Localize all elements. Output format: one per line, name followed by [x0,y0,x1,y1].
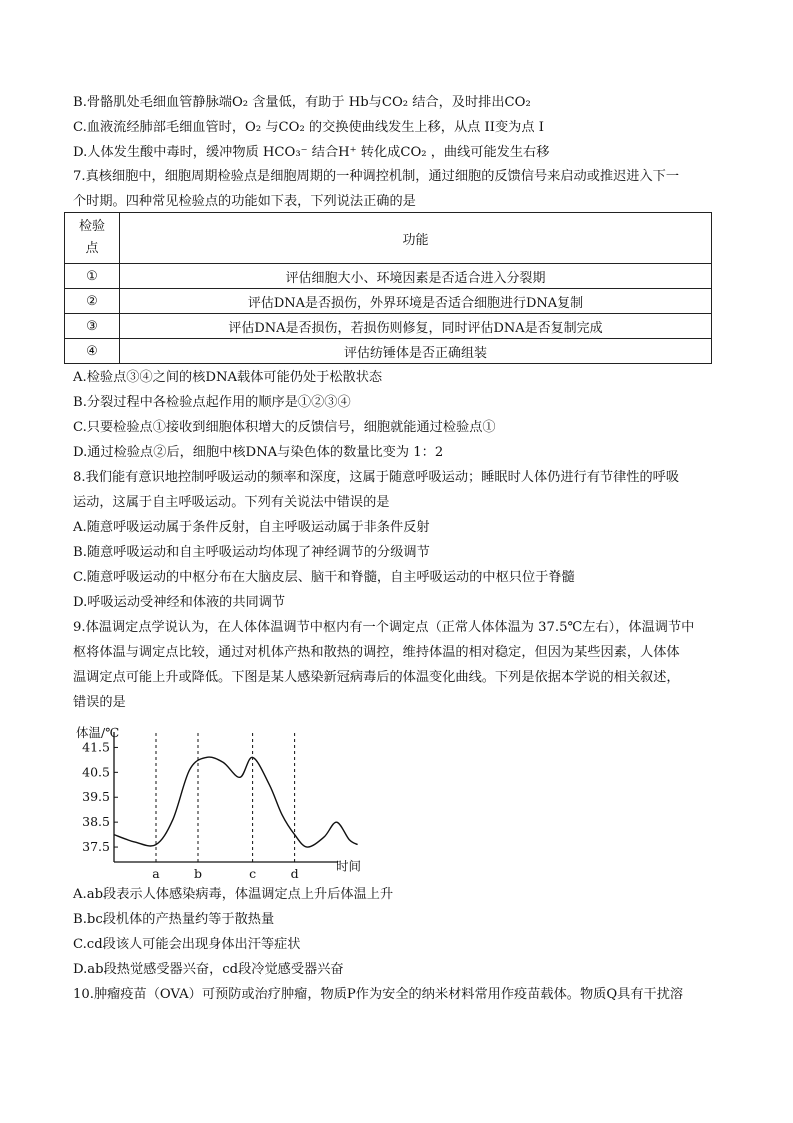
table-row [65,264,712,289]
y-tick-label: 39.5 [82,789,110,805]
question-9-stem: 9.体温调定点学说认为，在人体体温调节中枢内有一个调定点（正常人体体温为 37.5℃左右），体温调节中 [73,620,695,635]
y-tick-label: 38.5 [82,814,110,830]
option-b-q8: B.随意呼吸运动和自主呼吸运动均体现了神经调节的分级调节 [73,545,430,560]
x-marker-label: a [152,866,160,880]
header-checkpoint: 检验点 [65,213,120,264]
x-marker-label: c [249,866,257,880]
option-d-q8: D.呼吸运动受神经和体液的共同调节 [73,595,286,610]
option-b-q6: B.骨骼肌处毛细血管静脉端O₂ 含量低，有助于 Hb与CO₂ 结合，及时排出CO₂ [73,95,531,110]
table-row [65,289,712,314]
question-10-stem: 10.肿瘤疫苗（OVA）可预防或治疗肿瘤，物质P作为安全的纳米材料常用作疫苗载体。物质Q具有干扰溶 [73,987,684,1002]
question-8-stem: 8.我们能有意识地控制呼吸运动的频率和深度，这属于随意呼吸运动；睡眠时人体仍进行有节律性的呼吸 [73,470,680,485]
temperature-curve [114,757,358,847]
option-c-q7: C.只要检验点①接收到细胞体积增大的反馈信号，细胞就能通过检验点① [73,420,496,435]
question-9-stem-cont2: 温调定点可能上升或降低。下图是某人感染新冠病毒后的体温变化曲线。下列是依据本学说的相关叙述， [73,670,680,685]
y-tick-label: 37.5 [82,839,110,855]
body-temperature-chart [66,720,376,880]
option-b-q9: B.bc段机体的产热量约等于散热量 [73,912,275,927]
option-a-q7: A.检验点③④之间的核DNA载体可能仍处于松散状态 [73,370,383,385]
x-axis-label: 时间 [336,858,362,874]
option-d-q9: D.ab段热觉感受器兴奋，cd段冷觉感受器兴奋 [73,962,344,977]
row-num: ④ [65,339,120,364]
row-func: 评估细胞大小、环境因素是否适合进入分裂期 [120,264,712,289]
table-header-row [65,213,712,264]
option-d-q6: D.人体发生酸中毒时，缓冲物质 HCO₃⁻ 结合H⁺ 转化成CO₂ ，曲线可能发生右移 [73,145,550,160]
question-7-stem: 7.真核细胞中，细胞周期检验点是细胞周期的一种调控机制，通过细胞的反馈信号来启动或推迟进入下一 [73,169,680,184]
row-func: 评估DNA是否损伤，外界环境是否适合细胞进行DNA复制 [120,289,712,314]
y-axis-label: 体温/℃ [76,725,120,740]
option-c-q9: C.cd段该人可能会出现身体出汗等症状 [73,937,301,952]
checkpoint-table [64,212,712,364]
option-a-q9: A.ab段表示人体感染病毒，体温调定点上升后体温上升 [73,887,394,902]
row-num: ① [65,264,120,289]
option-c-q8: C.随意呼吸运动的中枢分布在大脑皮层、脑干和脊髓，自主呼吸运动的中枢只位于脊髓 [73,570,575,585]
row-num: ③ [65,314,120,339]
question-9-stem-cont1: 枢将体温与调定点比较，通过对机体产热和散热的调控，维持体温的相对稳定，但因为某些因素，人体体 [73,645,680,660]
option-b-q7: B.分裂过程中各检验点起作用的顺序是①②③④ [73,395,351,410]
option-c-q6: C.血液流经肺部毛细血管时，O₂ 与CO₂ 的交换使曲线发生上移，从点 II变为点 I [73,120,544,135]
table-row [65,339,712,364]
option-d-q7: D.通过检验点②后，细胞中核DNA与染色体的数量比变为 1：2 [73,445,444,460]
question-9-stem-cont3: 错误的是 [73,695,126,710]
x-marker-label: b [193,866,203,880]
x-marker-label: d [290,866,299,880]
option-a-q8: A.随意呼吸运动属于条件反射，自主呼吸运动属于非条件反射 [73,520,430,535]
table-row [65,314,712,339]
question-8-stem-cont: 运动，这属于自主呼吸运动。下列有关说法中错误的是 [73,495,390,510]
header-function: 功能 [120,213,712,264]
question-7-stem-cont: 个时期。四种常见检验点的功能如下表，下列说法正确的是 [73,194,416,209]
row-num: ② [65,289,120,314]
y-tick-label: 40.5 [82,764,110,780]
row-func: 评估DNA是否损伤，若损伤则修复，同时评估DNA是否复制完成 [120,314,712,339]
y-tick-label: 41.5 [82,739,110,755]
row-func: 评估纺锤体是否正确组装 [120,339,712,364]
